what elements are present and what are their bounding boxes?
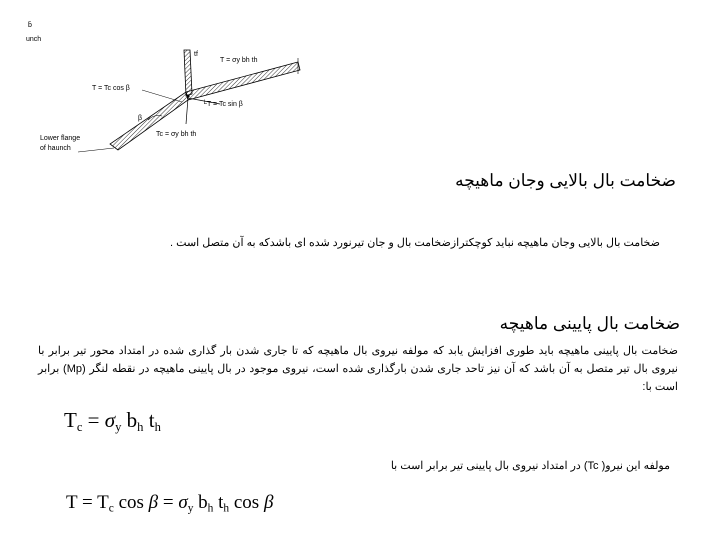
- section1-body: ضخامت بال بالایی وجان ماهیچه نباید کوچکترازضخامت بال و جان تیرنورد شده ای باشدکه به آن متصل است .: [170, 237, 660, 249]
- label-lower-flange-1: Lower flange: [40, 135, 81, 142]
- upper-flange: [186, 62, 300, 100]
- section2-body2: مولفه این نیرو( Tc) در امتداد نیروی بال پایینی تیر برابر است با: [390, 460, 670, 472]
- label-Tc: Tc = σy bh th: [156, 131, 197, 138]
- formula-tc: $T_c = \sigma_y$ $b_h$ $t_h$: [64, 408, 161, 434]
- corner-label: unch: [26, 36, 42, 43]
- web-plate: [184, 50, 192, 96]
- corner-mark: b̄: [28, 22, 32, 29]
- formula-t-cos-beta: $T = T_c$ $\cos \beta = \sigma_y$ $b_h$ $t_h$ cos β: [66, 492, 274, 515]
- lower-haunch-flange: [110, 92, 188, 150]
- label-T-cos: T = Tc cos β: [92, 85, 130, 92]
- section2-title: ضخامت بال پایینی ماهیچه: [499, 314, 680, 333]
- label-T-sin: └T = Tc sin β: [202, 101, 243, 108]
- section1-title: ضخامت بال بالایی وجان ماهیچه: [455, 171, 676, 190]
- haunch-force-diagram: [36, 44, 304, 160]
- label-lower-flange-2: of haunch: [40, 145, 71, 152]
- label-T-flange: T = σy bh th: [220, 57, 258, 64]
- label-beta: β: [138, 115, 143, 122]
- label-tf: tf: [194, 51, 198, 58]
- section2-body: ضخامت بال پایینی ماهیچه باید طوری افزایش یابد که مولفه نیروی بال ماهیچه که تا جاری شدن بار گذاری شده در امتداد محور تیر برابر با نیروی بال تیر متصل به آن باشد که آن نیز تاحد جاری شدن بارگذاری شده است، نیروی موجود در بال پایینی ماهیچه در نقطه لنگر (Mp) برابر است با:: [38, 345, 678, 393]
